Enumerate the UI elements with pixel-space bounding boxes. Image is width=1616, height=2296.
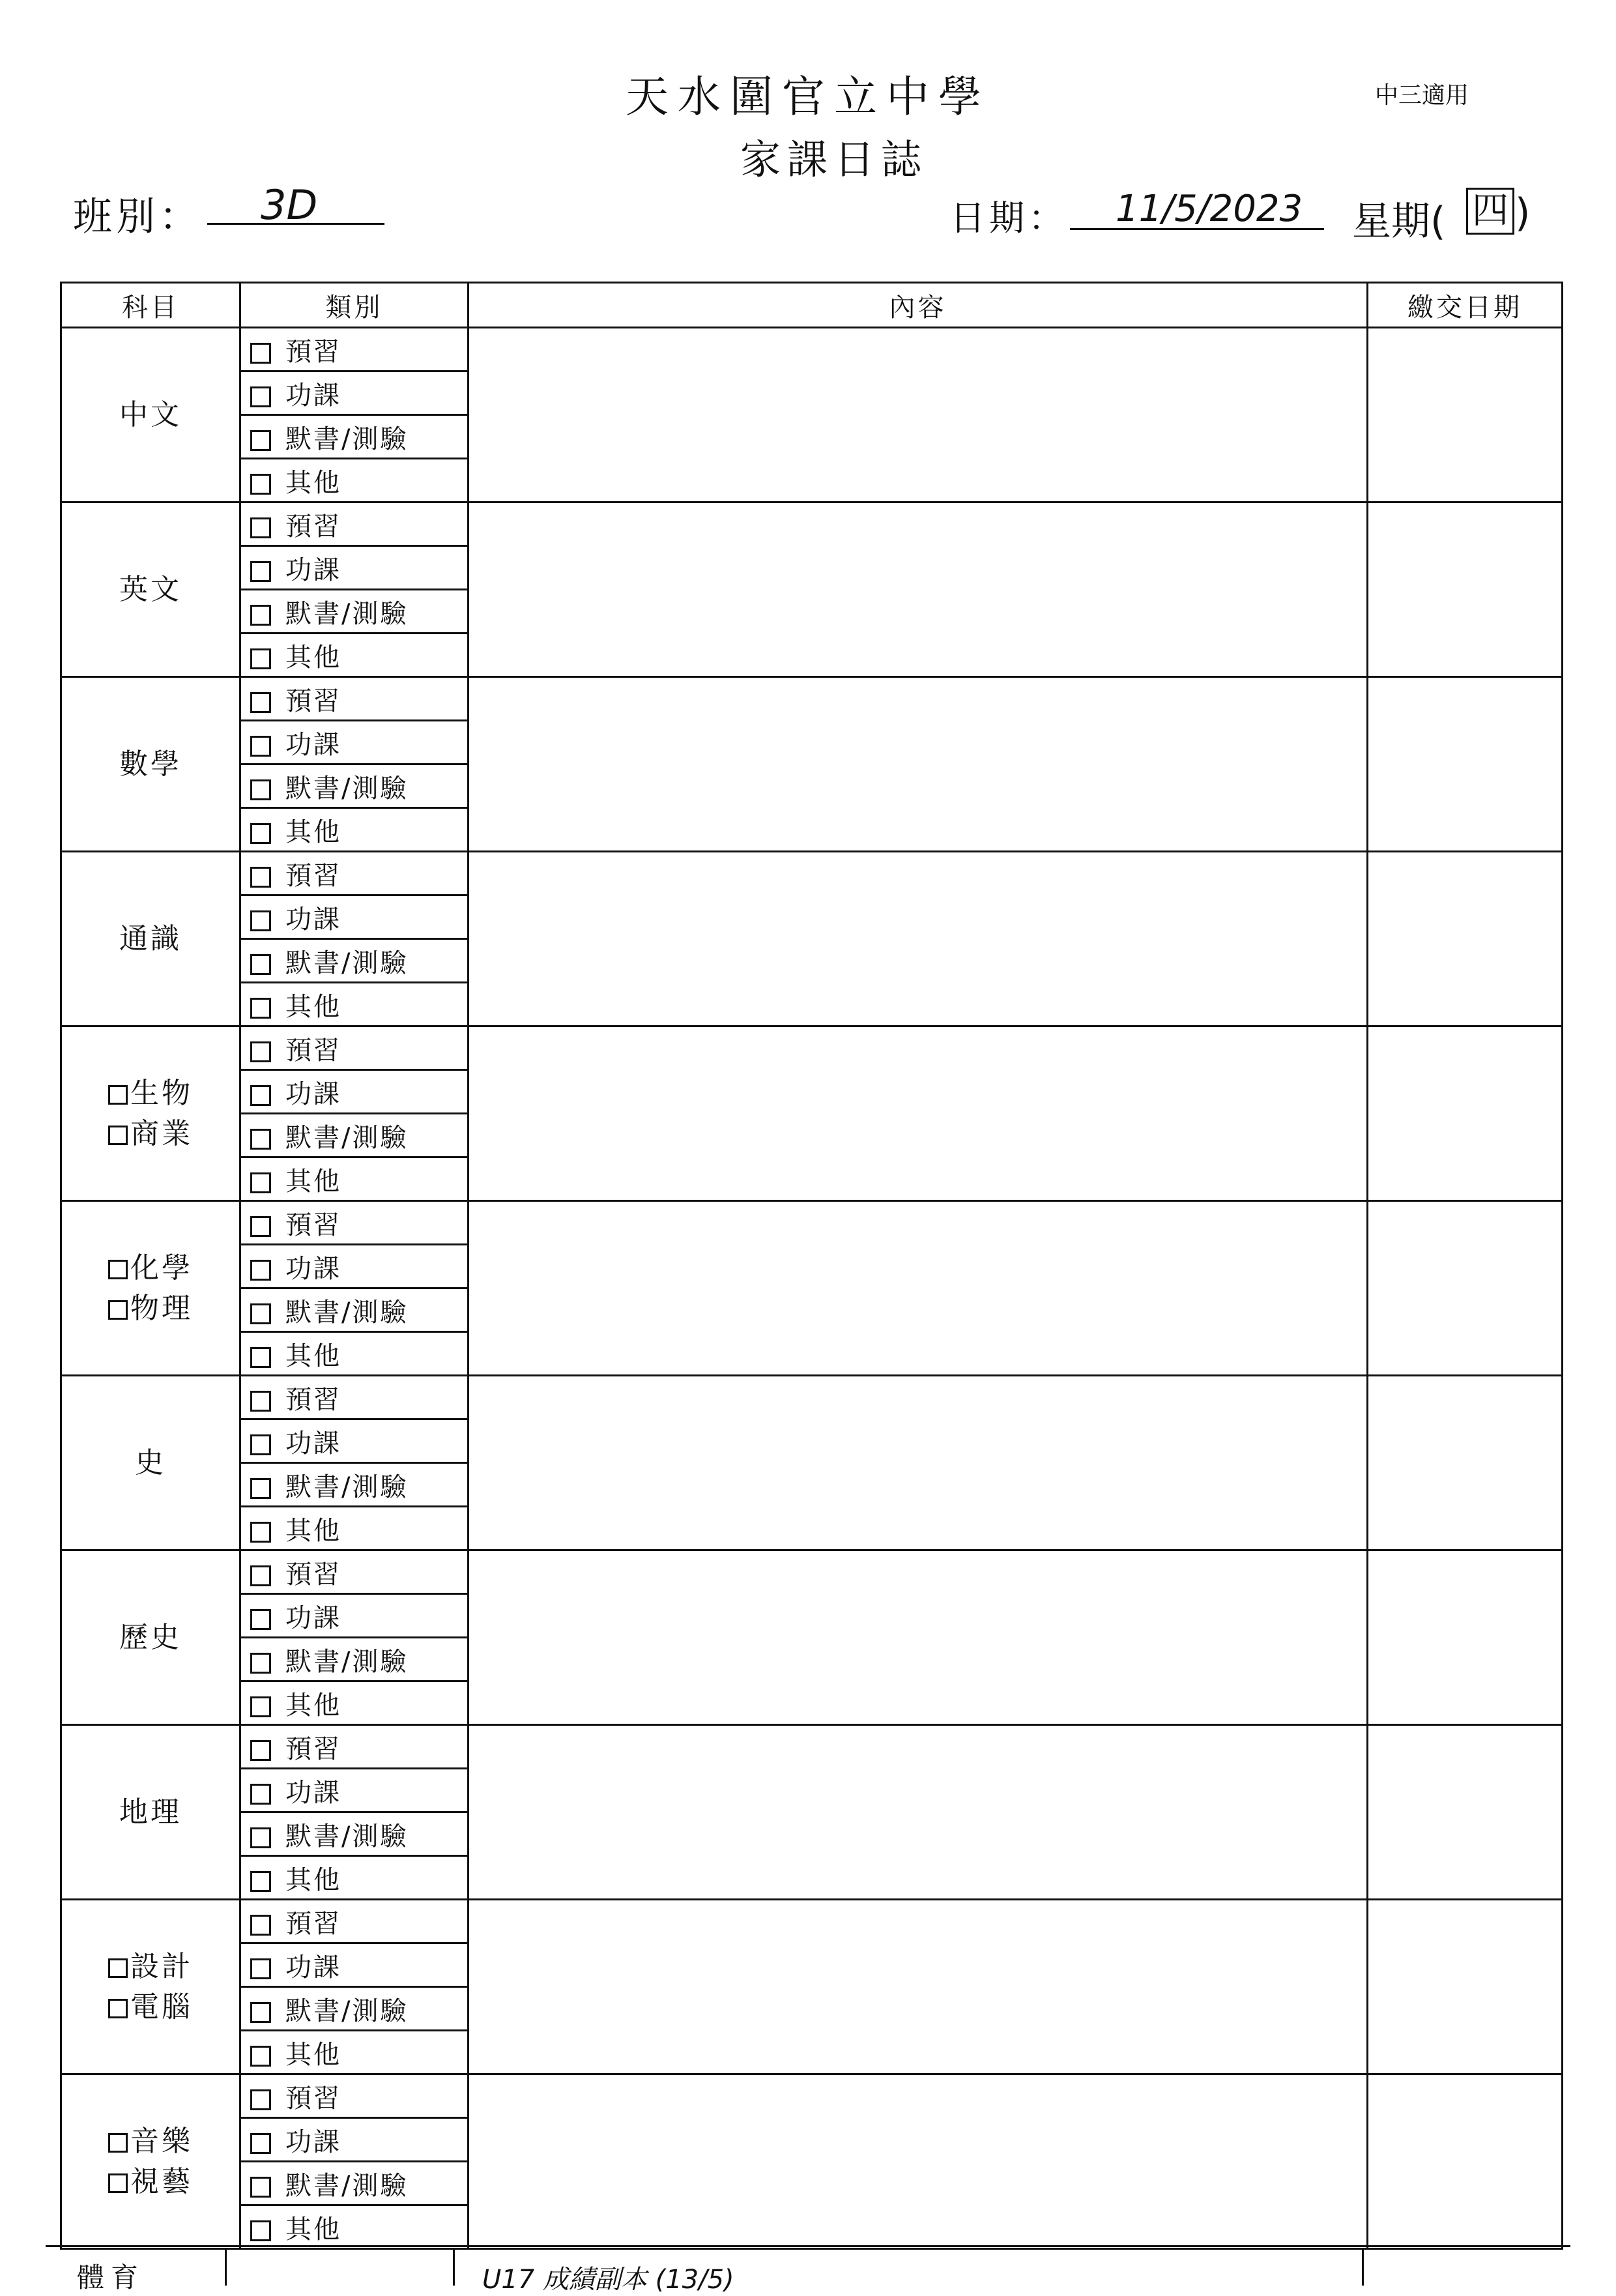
- subject-name: 數學: [119, 747, 182, 781]
- category-checkbox[interactable]: [250, 1434, 271, 1455]
- subject-line: [62, 1947, 239, 1987]
- subject-name: 生物: [130, 1076, 193, 1110]
- date-label: 日期：: [950, 197, 1067, 239]
- subject-line: [62, 1792, 239, 1833]
- subject-checkbox[interactable]: [108, 1958, 128, 1978]
- category-cell: [240, 1638, 469, 1681]
- category-checkbox[interactable]: [250, 1740, 271, 1761]
- category-cell: [240, 1201, 469, 1245]
- subject-cell: [61, 1026, 240, 1201]
- torn-page-edge: [46, 2245, 1570, 2250]
- subject-cell: [61, 2074, 240, 2249]
- due-date-cell[interactable]: [1368, 677, 1563, 852]
- partial-row-divider: [225, 2248, 227, 2286]
- category-cell: [240, 1987, 469, 2031]
- category-checkbox[interactable]: [250, 1609, 271, 1630]
- due-date-cell[interactable]: [1368, 2074, 1563, 2249]
- category-cell: [240, 328, 469, 371]
- header-content: 內容: [469, 283, 1368, 328]
- subject-line: [62, 570, 239, 610]
- category-cell: [240, 1550, 469, 1594]
- category-label: 預習: [285, 1908, 341, 1939]
- category-label: 預習: [285, 1384, 341, 1415]
- category-cell: [240, 459, 469, 502]
- category-cell: [240, 2205, 469, 2249]
- category-checkbox[interactable]: [250, 2002, 271, 2023]
- category-label: 功課: [285, 1079, 341, 1109]
- due-date-cell[interactable]: [1368, 1550, 1563, 1725]
- category-cell: [240, 633, 469, 677]
- category-cell: [240, 721, 469, 764]
- category-cell: [240, 1681, 469, 1725]
- category-checkbox[interactable]: [250, 1784, 271, 1805]
- category-checkbox[interactable]: [250, 823, 271, 844]
- category-checkbox[interactable]: [250, 1871, 271, 1892]
- category-label: 預習: [285, 336, 341, 367]
- category-label: 功課: [285, 729, 341, 760]
- category-checkbox[interactable]: [250, 430, 271, 451]
- subject-name: 化學: [130, 1251, 193, 1285]
- category-cell: [240, 1725, 469, 1769]
- category-cell: [240, 764, 469, 808]
- subject-cell: [61, 1550, 240, 1725]
- category-checkbox[interactable]: [250, 561, 271, 582]
- table-row: [61, 677, 1563, 721]
- category-checkbox[interactable]: [250, 605, 271, 626]
- category-cell: [240, 2118, 469, 2162]
- category-checkbox[interactable]: [250, 2220, 271, 2241]
- category-label: 默書/測驗: [285, 948, 409, 978]
- subject-line: [62, 1248, 239, 1288]
- content-cell[interactable]: [469, 1376, 1368, 1550]
- table-row: [61, 852, 1563, 895]
- partial-row-divider: [453, 2248, 455, 2286]
- subject-line: [62, 1443, 239, 1483]
- due-date-cell[interactable]: [1368, 1725, 1563, 1900]
- category-label: 其他: [285, 991, 341, 1022]
- category-checkbox[interactable]: [250, 736, 271, 757]
- category-checkbox[interactable]: [250, 779, 271, 800]
- header-subject: 科目: [61, 283, 240, 328]
- category-cell: [240, 546, 469, 590]
- category-checkbox[interactable]: [250, 1958, 271, 1979]
- category-label: 預習: [285, 686, 341, 716]
- homework-diary-table: [60, 282, 1563, 2250]
- document-title: 家課日誌: [740, 136, 928, 183]
- category-checkbox[interactable]: [250, 1041, 271, 1062]
- category-label: 默書/測驗: [285, 2170, 409, 2201]
- table-header-row: [61, 283, 1563, 328]
- category-label: 預習: [285, 511, 341, 542]
- subject-name: 設計: [130, 1949, 193, 1983]
- category-cell: [240, 1288, 469, 1332]
- subject-checkbox[interactable]: [108, 2173, 128, 2193]
- weekday-close-paren: ): [1515, 190, 1531, 236]
- category-label: 其他: [285, 1865, 341, 1895]
- table-row: [61, 1900, 1563, 1943]
- subject-line: [62, 2162, 239, 2202]
- content-cell[interactable]: [469, 1026, 1368, 1201]
- category-label: 預習: [285, 2083, 341, 2114]
- category-label: 功課: [285, 380, 341, 411]
- subject-name: 歷史: [119, 1620, 182, 1654]
- subject-cell: [61, 1725, 240, 1900]
- category-checkbox[interactable]: [250, 998, 271, 1019]
- date-value[interactable]: 11/5/2023: [1116, 188, 1303, 230]
- due-date-cell[interactable]: [1368, 502, 1563, 677]
- category-checkbox[interactable]: [250, 1915, 271, 1936]
- category-label: 其他: [285, 2039, 341, 2070]
- category-checkbox[interactable]: [250, 2089, 271, 2110]
- category-checkbox[interactable]: [250, 474, 271, 495]
- category-label: 功課: [285, 555, 341, 585]
- category-label: 功課: [285, 2127, 341, 2157]
- category-checkbox[interactable]: [250, 2177, 271, 2198]
- category-checkbox[interactable]: [250, 1391, 271, 1412]
- subject-line: [62, 395, 239, 435]
- category-cell: [240, 415, 469, 459]
- subject-name: 通識: [119, 922, 182, 955]
- category-checkbox[interactable]: [250, 1522, 271, 1543]
- category-cell: [240, 2031, 469, 2074]
- subject-checkbox[interactable]: [108, 2133, 128, 2153]
- category-label: 默書/測驗: [285, 1996, 409, 2026]
- subject-checkbox[interactable]: [108, 1999, 128, 2018]
- content-cell[interactable]: [469, 1201, 1368, 1376]
- category-checkbox[interactable]: [250, 1827, 271, 1848]
- category-label: 預習: [285, 1559, 341, 1590]
- table-row: [61, 2074, 1563, 2118]
- category-cell: [240, 1114, 469, 1157]
- subject-line: [62, 1114, 239, 1154]
- category-cell: [240, 502, 469, 546]
- subject-name: 地理: [119, 1795, 182, 1829]
- table-row: [61, 1026, 1563, 1070]
- subject-cell: [61, 328, 240, 502]
- category-cell: [240, 1332, 469, 1376]
- category-cell: [240, 1769, 469, 1812]
- category-cell: [240, 1856, 469, 1900]
- content-cell[interactable]: [469, 328, 1368, 502]
- subject-cell: [61, 1376, 240, 1550]
- category-label: 功課: [285, 1428, 341, 1459]
- category-cell: [240, 1594, 469, 1638]
- category-label: 其他: [285, 1166, 341, 1197]
- subject-line: [62, 1987, 239, 2027]
- category-cell: [240, 1943, 469, 1987]
- category-cell: [240, 677, 469, 721]
- content-cell[interactable]: [469, 502, 1368, 677]
- category-label: 預習: [285, 1734, 341, 1764]
- category-label: 默書/測驗: [285, 1821, 409, 1852]
- subject-line: [62, 1073, 239, 1114]
- category-cell: [240, 1157, 469, 1201]
- category-cell: [240, 1026, 469, 1070]
- subject-line: [62, 2121, 239, 2162]
- subject-name: 商業: [130, 1116, 193, 1150]
- subject-line: [62, 919, 239, 959]
- category-checkbox[interactable]: [250, 517, 271, 538]
- content-cell[interactable]: [469, 1550, 1368, 1725]
- content-cell[interactable]: [469, 677, 1368, 852]
- category-cell: [240, 1463, 469, 1507]
- subject-checkbox[interactable]: [108, 1126, 128, 1145]
- category-checkbox[interactable]: [250, 1303, 271, 1324]
- subject-name: 電腦: [130, 1990, 193, 2024]
- category-checkbox[interactable]: [250, 2133, 271, 2154]
- category-cell: [240, 590, 469, 633]
- category-label: 功課: [285, 1952, 341, 1983]
- category-checkbox[interactable]: [250, 1696, 271, 1717]
- content-cell[interactable]: [469, 852, 1368, 1026]
- category-checkbox[interactable]: [250, 1129, 271, 1150]
- header-due-date: 繳交日期: [1368, 283, 1563, 328]
- subject-cell: [61, 1201, 240, 1376]
- weekday-label: 星期(: [1352, 199, 1446, 244]
- category-cell: [240, 1507, 469, 1550]
- category-checkbox[interactable]: [250, 910, 271, 931]
- category-label: 功課: [285, 1777, 341, 1808]
- category-cell: [240, 1070, 469, 1114]
- category-checkbox[interactable]: [250, 954, 271, 975]
- category-label: 默書/測驗: [285, 424, 409, 454]
- table-row: [61, 1550, 1563, 1594]
- subject-checkbox[interactable]: [108, 1300, 128, 1320]
- category-cell: [240, 939, 469, 983]
- due-date-cell[interactable]: [1368, 852, 1563, 1026]
- subject-name: 物理: [130, 1291, 193, 1325]
- category-checkbox[interactable]: [250, 648, 271, 669]
- partial-content-entry[interactable]: U17 成績副本 (13/5): [482, 2265, 734, 2295]
- category-label: 功課: [285, 1603, 341, 1633]
- table-row: [61, 1725, 1563, 1769]
- grade-note: 中三適用: [1375, 82, 1469, 109]
- category-cell: [240, 895, 469, 939]
- subject-checkbox[interactable]: [108, 1085, 128, 1105]
- content-cell[interactable]: [469, 2074, 1368, 2249]
- content-cell[interactable]: [469, 1900, 1368, 2074]
- subject-cell: [61, 1900, 240, 2074]
- category-label: 默書/測驗: [285, 1122, 409, 1153]
- category-cell: [240, 983, 469, 1026]
- category-checkbox[interactable]: [250, 386, 271, 407]
- category-label: 其他: [285, 2214, 341, 2245]
- category-checkbox[interactable]: [250, 1653, 271, 1674]
- category-checkbox[interactable]: [250, 2046, 271, 2067]
- category-cell: [240, 852, 469, 895]
- category-checkbox[interactable]: [250, 1085, 271, 1106]
- table-row: [61, 1201, 1563, 1245]
- subject-line: [62, 1288, 239, 1329]
- subject-line: [62, 1618, 239, 1658]
- category-checkbox[interactable]: [250, 1172, 271, 1193]
- category-checkbox[interactable]: [250, 1260, 271, 1281]
- table-row: [61, 502, 1563, 546]
- subject-cell: [61, 677, 240, 852]
- header-category: 類別: [240, 283, 469, 328]
- table-row: [61, 328, 1563, 371]
- category-label: 默書/測驗: [285, 1472, 409, 1502]
- subject-name: 史: [135, 1446, 166, 1479]
- partial-subject-label: 體育: [77, 2261, 145, 2293]
- category-label: 預習: [285, 860, 341, 891]
- category-cell: [240, 1900, 469, 1943]
- category-cell: [240, 2074, 469, 2118]
- class-value[interactable]: 3D: [261, 181, 318, 229]
- subject-name: 音樂: [130, 2124, 193, 2158]
- subject-line: [62, 744, 239, 785]
- category-label: 其他: [285, 1690, 341, 1721]
- category-label: 默書/測驗: [285, 1646, 409, 1677]
- category-label: 默書/測驗: [285, 773, 409, 804]
- category-label: 功課: [285, 904, 341, 935]
- category-cell: [240, 2162, 469, 2205]
- category-cell: [240, 1245, 469, 1288]
- subject-cell: [61, 852, 240, 1026]
- due-date-cell[interactable]: [1368, 328, 1563, 502]
- category-label: 預習: [285, 1035, 341, 1066]
- category-checkbox[interactable]: [250, 1478, 271, 1499]
- category-cell: [240, 808, 469, 852]
- due-date-cell[interactable]: [1368, 1900, 1563, 2074]
- category-checkbox[interactable]: [250, 692, 271, 713]
- category-label: 預習: [285, 1210, 341, 1240]
- school-name: 天水圍官立中學: [626, 72, 990, 122]
- subject-name: 中文: [119, 398, 182, 431]
- category-label: 其他: [285, 467, 341, 498]
- partial-row-divider: [1362, 2248, 1364, 2286]
- class-label: 班別：: [73, 194, 202, 240]
- due-date-cell[interactable]: [1368, 1376, 1563, 1550]
- category-cell: [240, 371, 469, 415]
- category-label: 其他: [285, 1341, 341, 1371]
- subject-checkbox[interactable]: [108, 1260, 128, 1279]
- category-checkbox[interactable]: [250, 343, 271, 364]
- subject-name: 視藝: [130, 2164, 193, 2198]
- category-checkbox[interactable]: [250, 1216, 271, 1237]
- due-date-cell[interactable]: [1368, 1201, 1563, 1376]
- weekday-value[interactable]: 四: [1466, 188, 1514, 235]
- category-checkbox[interactable]: [250, 1347, 271, 1368]
- category-checkbox[interactable]: [250, 867, 271, 888]
- content-cell[interactable]: [469, 1725, 1368, 1900]
- category-cell: [240, 1376, 469, 1419]
- category-label: 其他: [285, 817, 341, 847]
- category-label: 其他: [285, 642, 341, 673]
- category-label: 其他: [285, 1515, 341, 1546]
- subject-cell: [61, 502, 240, 677]
- category-checkbox[interactable]: [250, 1565, 271, 1586]
- due-date-cell[interactable]: [1368, 1026, 1563, 1201]
- category-cell: [240, 1419, 469, 1463]
- category-label: 默書/測驗: [285, 598, 409, 629]
- subject-name: 英文: [119, 572, 182, 606]
- category-label: 功課: [285, 1253, 341, 1284]
- category-label: 默書/測驗: [285, 1297, 409, 1328]
- table-row: [61, 1376, 1563, 1419]
- category-cell: [240, 1812, 469, 1856]
